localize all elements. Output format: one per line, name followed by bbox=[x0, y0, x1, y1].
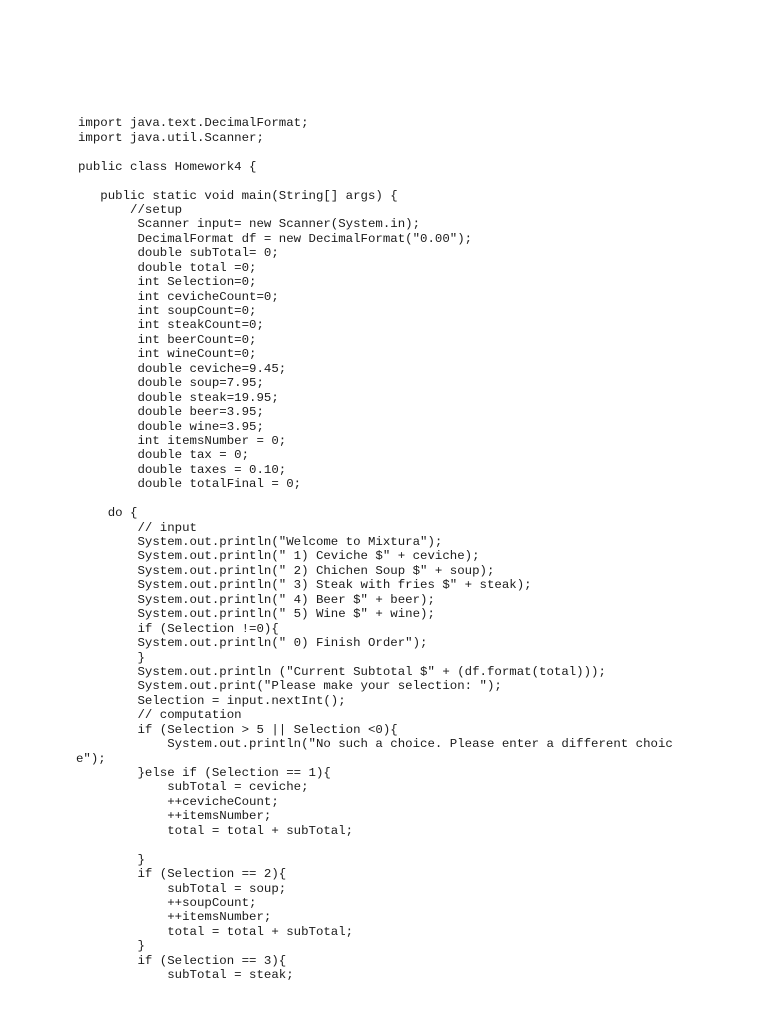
code-line: double taxes = 0.10; bbox=[78, 462, 287, 477]
code-line: System.out.println(" 4) Beer $" + beer); bbox=[78, 592, 435, 607]
code-line: ++itemsNumber; bbox=[78, 809, 272, 824]
code-line: public class Homework4 { bbox=[78, 159, 257, 174]
code-line: int itemsNumber = 0; bbox=[78, 433, 287, 448]
code-line: double ceviche=9.45; bbox=[78, 361, 287, 376]
code-line: subTotal = steak; bbox=[78, 968, 294, 983]
code-line: int beerCount=0; bbox=[78, 332, 257, 347]
code-line: System.out.println(" 5) Wine $" + wine); bbox=[78, 607, 435, 622]
code-line: // computation bbox=[78, 708, 242, 723]
code-line: DecimalFormat df = new DecimalFormat("0.00"); bbox=[78, 231, 473, 246]
code-line: double beer=3.95; bbox=[78, 405, 264, 420]
code-line bbox=[78, 492, 758, 506]
code-line: int steakCount=0; bbox=[78, 318, 264, 333]
code-line: System.out.println("Welcome to Mixtura"); bbox=[78, 535, 443, 550]
code-line: public static void main(String[] args) { bbox=[78, 188, 398, 203]
code-line: System.out.println(" 3) Steak with fries $" + steak); bbox=[78, 578, 532, 593]
source-code-listing bbox=[78, 73, 758, 983]
code-line: if (Selection !=0){ bbox=[78, 621, 279, 636]
code-line: int soupCount=0; bbox=[78, 304, 257, 319]
code-line bbox=[78, 838, 758, 852]
code-line: double subTotal= 0; bbox=[78, 246, 279, 261]
code-line: do { bbox=[78, 506, 138, 521]
code-line: if (Selection == 3){ bbox=[78, 953, 287, 968]
code-line: int wineCount=0; bbox=[78, 347, 257, 362]
code-line: import java.text.DecimalFormat; bbox=[78, 116, 309, 131]
code-line: subTotal = soup; bbox=[78, 881, 287, 896]
code-line: Scanner input= new Scanner(System.in); bbox=[78, 217, 421, 232]
code-line: double steak=19.95; bbox=[78, 390, 279, 405]
code-line: //setup bbox=[78, 202, 183, 217]
code-line: System.out.println(" 1) Ceviche $" + ceviche); bbox=[78, 549, 480, 564]
code-line: import java.util.Scanner; bbox=[78, 130, 264, 145]
code-line: ++soupCount; bbox=[78, 895, 257, 910]
code-line bbox=[78, 174, 758, 188]
code-line: System.out.print("Please make your selection: "); bbox=[78, 679, 502, 694]
code-line: System.out.println(" 2) Chichen Soup $" + soup); bbox=[78, 563, 495, 578]
code-line: double wine=3.95; bbox=[78, 419, 264, 434]
code-line: Selection = input.nextInt(); bbox=[78, 693, 346, 708]
code-line: ++cevicheCount; bbox=[78, 794, 279, 809]
code-line bbox=[78, 145, 758, 159]
code-line: int cevicheCount=0; bbox=[78, 289, 279, 304]
code-line: } bbox=[78, 939, 145, 954]
code-line: total = total + subTotal; bbox=[78, 924, 354, 939]
code-line: double totalFinal = 0; bbox=[78, 477, 302, 492]
code-line: double soup=7.95; bbox=[78, 376, 264, 391]
code-line: }else if (Selection == 1){ bbox=[78, 766, 331, 781]
code-line: double total =0; bbox=[78, 260, 257, 275]
code-line: } bbox=[78, 852, 145, 867]
code-line: // input bbox=[78, 520, 197, 535]
code-line: total = total + subTotal; bbox=[78, 823, 354, 838]
code-line: double tax = 0; bbox=[78, 448, 250, 463]
code-line: e"); bbox=[76, 751, 106, 766]
code-line: System.out.println ("Current Subtotal $" + (df.format(total))); bbox=[78, 664, 606, 679]
code-line: System.out.println(" 0) Finish Order"); bbox=[78, 636, 428, 651]
code-line: int Selection=0; bbox=[78, 275, 257, 290]
code-line: ++itemsNumber; bbox=[78, 910, 272, 925]
code-line: if (Selection > 5 || Selection <0){ bbox=[78, 722, 398, 737]
code-line: if (Selection == 2){ bbox=[78, 867, 287, 882]
code-line: subTotal = ceviche; bbox=[78, 780, 309, 795]
code-line: System.out.println("No such a choice. Please enter a different choic bbox=[78, 737, 673, 752]
code-line: } bbox=[78, 650, 145, 665]
